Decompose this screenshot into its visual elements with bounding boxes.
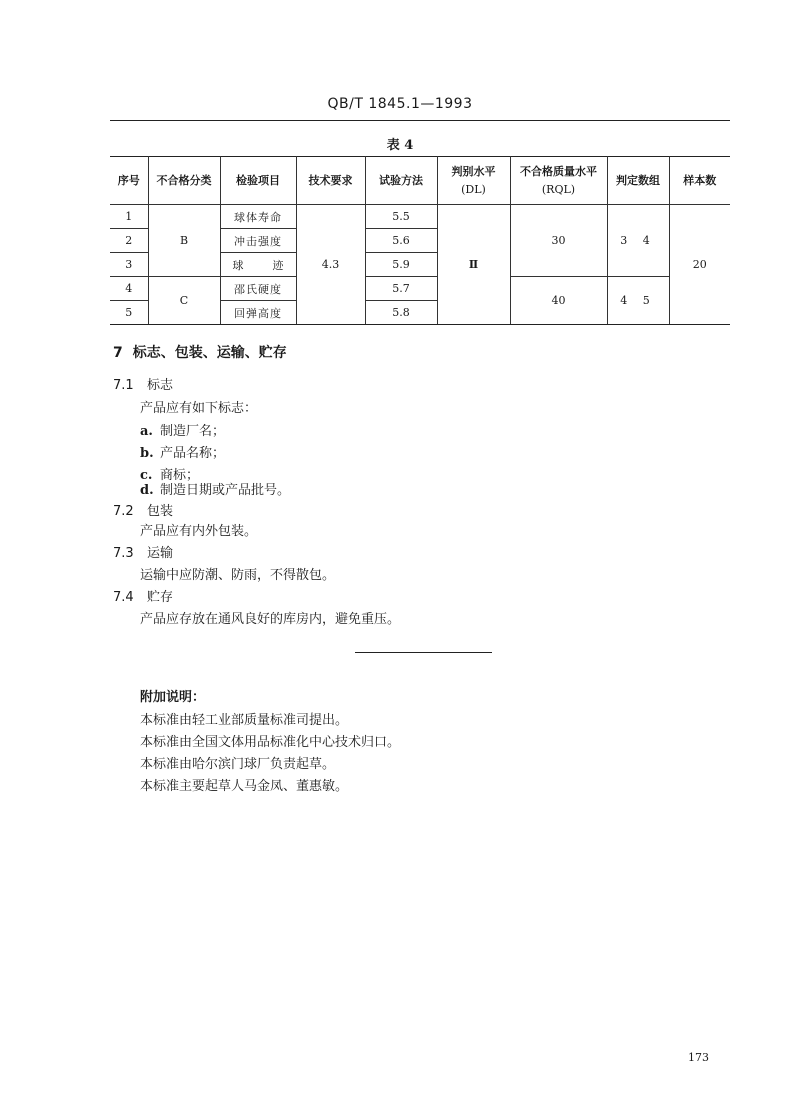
cell-method: 5.7 <box>365 277 437 301</box>
cell-item: 球体寿命 <box>220 205 296 229</box>
cell-group-c: 4 5 <box>607 277 669 325</box>
cell-rql-b: 30 <box>510 205 607 277</box>
header-dl-line1: 判别水平 <box>451 164 496 178</box>
cell-item: 邵氏硬度 <box>220 277 296 301</box>
page-number: 173 <box>688 1051 709 1064</box>
cell-item: 冲击强度 <box>220 229 296 253</box>
header-rql-line1: 不合格质量水平 <box>520 164 597 178</box>
subsection-title: 贮存 <box>147 590 174 605</box>
paragraph: 产品应有如下标志： <box>140 401 258 416</box>
paragraph: 运输中应防潮、防雨，不得散包。 <box>140 568 336 583</box>
cell-method: 5.8 <box>365 301 437 325</box>
header-dl <box>437 157 510 205</box>
header-category: 不合格分类 <box>148 157 220 205</box>
list-letter: c. <box>140 468 153 483</box>
list-item <box>140 420 225 439</box>
list-item <box>140 479 290 498</box>
paragraph: 产品应有内外包装。 <box>140 524 258 539</box>
list-letter: d. <box>140 483 154 498</box>
cell-category-b: B <box>148 205 220 277</box>
subsection-number: 7.3 <box>113 546 134 561</box>
subsection-title: 包装 <box>147 504 174 519</box>
subsection-number: 7.4 <box>113 590 134 605</box>
header-group: 判定数组 <box>607 157 669 205</box>
note-line: 本标准由全国文体用品标准化中心技术归口。 <box>140 735 401 750</box>
subsection-7-4-heading <box>113 586 173 605</box>
header-rql-line2: (RQL) <box>541 182 576 196</box>
cell-rql-c: 40 <box>510 277 607 325</box>
cell-seq: 5 <box>110 301 148 325</box>
cell-seq: 4 <box>110 277 148 301</box>
list-text: 制造日期或产品批号。 <box>160 483 291 498</box>
header-sample: 样本数 <box>669 157 730 205</box>
subsection-number: 7.2 <box>113 504 134 519</box>
subsection-7-2-heading <box>113 500 173 519</box>
list-letter: b. <box>140 446 154 461</box>
subsection-7-3-heading <box>113 542 173 561</box>
cell-method: 5.9 <box>365 253 437 277</box>
table-row <box>110 205 730 229</box>
list-text: 商标； <box>160 468 200 483</box>
subsection-number: 7.1 <box>113 378 134 393</box>
note-line: 本标准由轻工业部质量标准司提出。 <box>140 713 349 728</box>
header-item: 检验项目 <box>220 157 296 205</box>
subsection-7-1-heading <box>113 374 173 393</box>
cell-seq: 1 <box>110 205 148 229</box>
cell-category-c: C <box>148 277 220 325</box>
header-seq: 序号 <box>110 157 148 205</box>
list-letter: a. <box>140 424 153 439</box>
section-7-heading <box>113 342 287 362</box>
cell-method: 5.6 <box>365 229 437 253</box>
list-text: 制造厂名； <box>160 424 226 439</box>
standard-code: QB/T 1845.1—1993 <box>327 96 473 112</box>
cell-requirement: 4.3 <box>296 205 365 325</box>
list-item <box>140 442 225 461</box>
header-method: 试验方法 <box>365 157 437 205</box>
header-rule <box>110 120 730 121</box>
table-header-row <box>110 157 730 205</box>
table-row <box>110 277 730 301</box>
paragraph: 产品应存放在通风良好的库房内，避免重压。 <box>140 612 401 627</box>
section-number: 7 <box>113 345 123 361</box>
cell-dl: Ⅱ <box>437 205 510 325</box>
cell-sample: 20 <box>669 205 730 325</box>
cell-seq: 2 <box>110 229 148 253</box>
cell-method: 5.5 <box>365 205 437 229</box>
additional-notes-title: 附加说明： <box>140 690 206 705</box>
cell-item <box>220 253 296 277</box>
note-line: 本标准由哈尔滨门球厂负责起草。 <box>140 757 336 772</box>
table-caption: 表 4 <box>386 138 414 153</box>
section-title: 标志、包装、运输、贮存 <box>132 345 287 361</box>
subsection-title: 标志 <box>147 378 174 393</box>
cell-item-char-a: 球 <box>232 258 244 272</box>
cell-item: 回弹高度 <box>220 301 296 325</box>
cell-seq: 3 <box>110 253 148 277</box>
cell-group-b: 3 4 <box>607 205 669 277</box>
header-rql <box>510 157 607 205</box>
note-line: 本标准主要起草人马金凤、董惠敏。 <box>140 779 349 794</box>
list-text: 产品名称； <box>160 446 226 461</box>
subsection-title: 运输 <box>147 546 174 561</box>
inspection-table <box>110 156 730 325</box>
end-of-text-rule <box>355 652 492 653</box>
header-requirement: 技术要求 <box>296 157 365 205</box>
cell-item-char-b: 迹 <box>272 258 284 272</box>
header-dl-line2: (DL) <box>461 182 486 196</box>
